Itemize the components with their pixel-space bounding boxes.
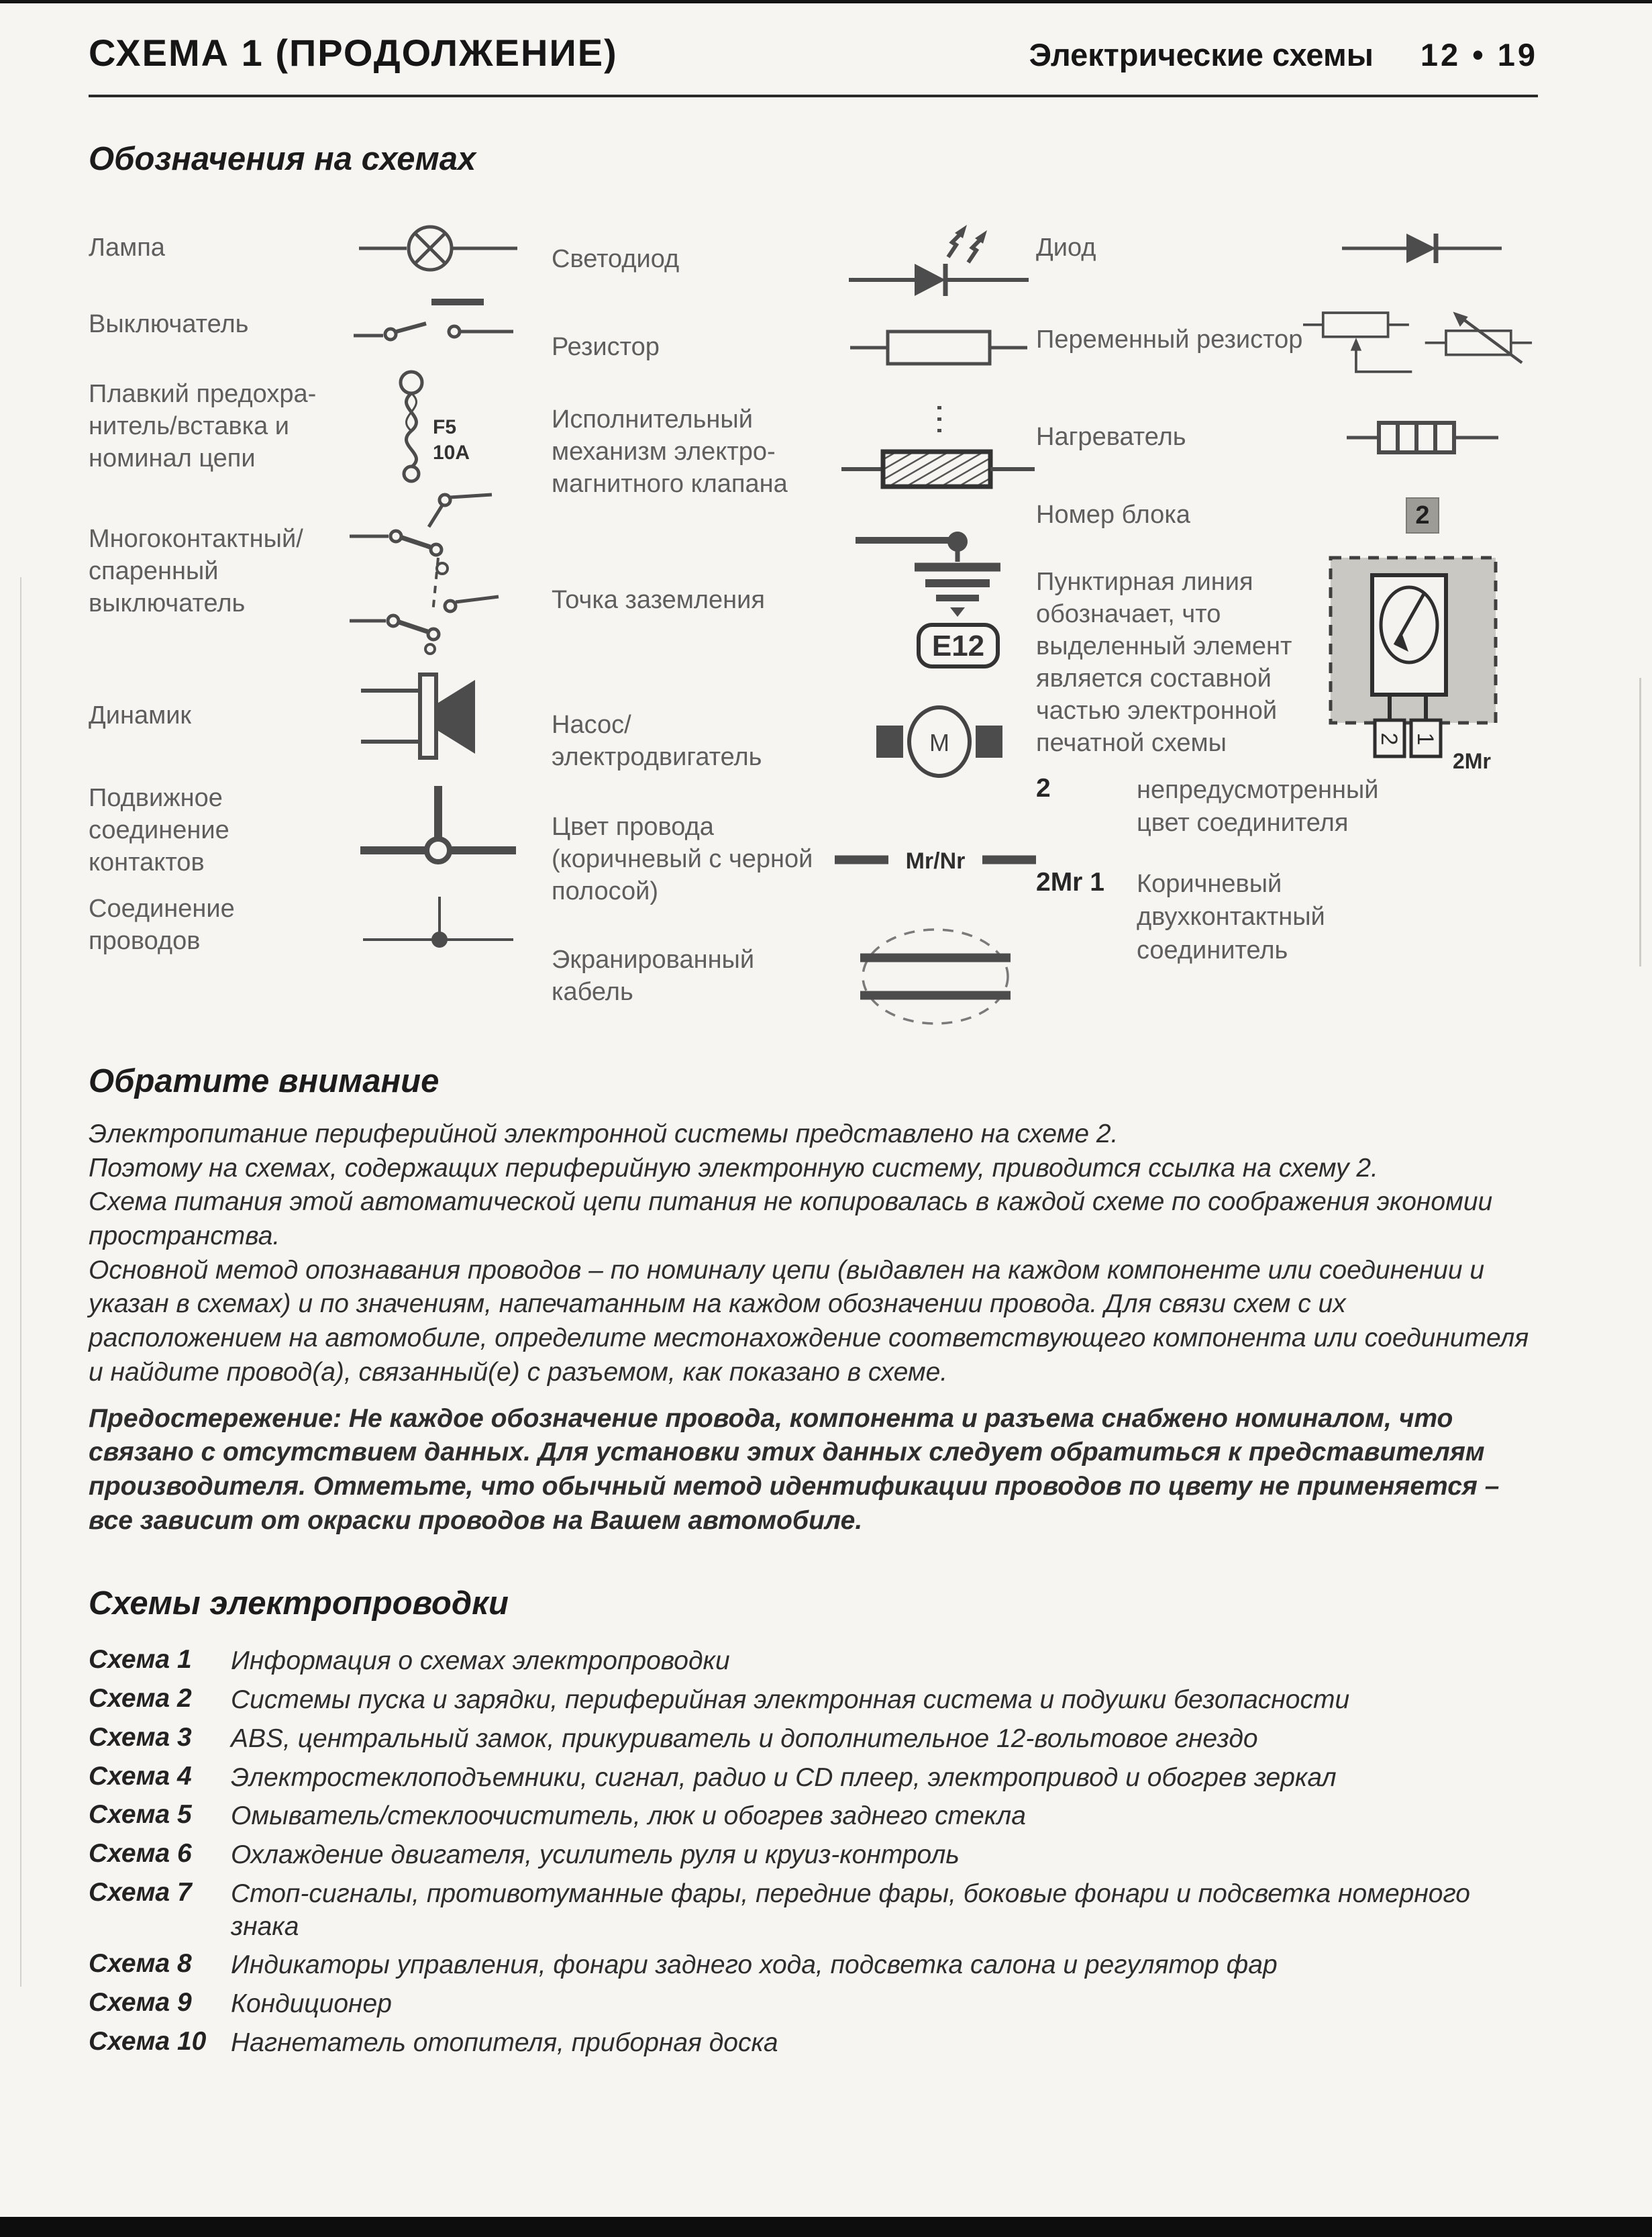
fuse-symbol-icon [325,366,552,487]
switch-symbol-icon [325,293,552,357]
motor-label: Насос/ электродвигатель [552,711,762,771]
wiring-item-number: Схема 9 [89,1988,192,2017]
multiswitch-symbol-icon [325,488,552,656]
wiring-item-desc: Омыватель/стеклоочиститель, люк и обогрев заднего стекла [231,1801,1026,1831]
note-caution: Предостережение: Не каждое обозначение провода, компонента и разъема снабжено номиналом, что связано с отсутствием данных. Для установки этих данных следует обратиться к представителям производителя. Отметьте, что обычный метод идентификации проводов по цвету не применяется – все зависит от окраски проводов на Вашем автомобиле. [89,1403,1500,1535]
legend-row-solenoid [552,389,1036,516]
wiring-item-number: Схема 6 [89,1839,192,1868]
fuse-rating-label: 10A [433,442,470,464]
wire-join-label: Соединение проводов [89,895,235,955]
pcb-symbol-icon [1307,552,1538,774]
header-rule [89,95,1538,97]
legend-title: Обозначения на схемах [89,141,476,177]
legend-column-1 [89,213,552,1032]
wiring-item-number: Схема 7 [89,1877,192,1907]
wiring-item-number: Схема 8 [89,1949,192,1979]
shielded-cable-label: Экранированный кабель [552,946,755,1006]
legend-row-movable-contact [89,777,552,885]
legend-row-shielded [552,922,1036,1032]
wiring-title: Схемы электропроводки [89,1585,509,1622]
pcb-pin-right-label: 1 [1412,732,1438,746]
pcb-connector-label: 2Mr [1453,749,1491,773]
header-left-title: СХЕМА 1 (ПРОДОЛЖЕНИЕ) [89,32,618,74]
diode-label: Диод [1036,234,1096,262]
wire-join-symbol-icon [325,889,552,962]
variable-resistor-symbol-icon [1303,285,1538,396]
legend-row-motor [552,685,1036,798]
fuse-label: Плавкий предохра-нитель/вставка и номинал цепи [89,380,317,473]
symbol-legend [89,213,1538,1032]
header-section-title: Электрические схемы [1029,37,1374,72]
lamp-label: Лампа [89,234,165,262]
ground-symbol-icon [843,517,1036,684]
speaker-symbol-icon [325,656,552,777]
legend-column-3 [1036,213,1538,1032]
wiring-item-number: Схема 10 [89,2026,207,2056]
solenoid-symbol-icon [841,402,1036,503]
fuse-name-label: F5 [433,416,457,438]
wiring-list-item [89,1723,1538,1756]
legend-row-speaker [89,656,552,777]
lamp-symbol-icon [325,220,552,277]
legend-row-pcb [1036,552,1538,774]
legend-row-multiswitch [89,488,552,656]
wiring-list-item [89,1684,1538,1717]
wiring-list-item [89,1762,1538,1795]
note-title: Обратите внимание [89,1063,440,1099]
connector-color-term: 2 [1036,774,1051,803]
speaker-label: Динамик [89,701,192,730]
note-paragraphs [89,1117,1538,1538]
wiring-item-number: Схема 2 [89,1684,192,1713]
wiring-item-number: Схема 1 [89,1645,192,1675]
legend-row-brown-connector [1036,868,1538,967]
brown-connector-def: Коричневый двухконтактный соединитель [1137,870,1325,964]
wiring-item-number: Схема 5 [89,1800,192,1830]
led-label: Светодиод [552,245,680,274]
solenoid-label: Исполнительный механизм электро-магнитного клапана [552,405,788,498]
wiring-item-desc: Стоп-сигналы, противотуманные фары, передние фары, боковые фонари и подсветка номерного знака [231,1879,1470,1941]
legend-row-block-number [1036,479,1538,552]
brown-connector-term: 2Mr 1 [1036,868,1104,897]
legend-row-led [552,213,1036,307]
legend-row-wire-join [89,885,552,966]
scan-edge-top [0,0,1652,3]
motor-letter-label: M [929,729,949,756]
legend-row-wire-color [552,798,1036,922]
ground-point-id-label: E12 [931,630,985,662]
diode-symbol-icon [1307,220,1538,277]
movable-contact-label: Подвижное соединение контактов [89,784,229,877]
ground-label: Точка заземления [552,586,765,615]
connector-color-def: непредусмотренный цвет соединителя [1137,776,1379,838]
legend-row-varres [1036,284,1538,397]
legend-row-heater [1036,397,1538,479]
scan-artifact-right [1639,678,1641,966]
page-header [89,31,1538,74]
wiring-item-desc: Системы пуска и зарядки, периферийная электронная система и подушки безопасности [231,1685,1350,1714]
legend-row-resistor [552,307,1036,389]
scan-edge-bottom [0,2217,1652,2237]
wire-color-label: Цвет провода (коричневый с черной полосой) [552,813,813,905]
legend-row-ground [552,516,1036,685]
wiring-list-item [89,1988,1538,2021]
legend-row-connector-color [1036,774,1538,868]
legend-column-2 [552,213,1036,1032]
block-number-badge: 2 [1406,497,1439,534]
note-paragraph: Поэтому на схемах, содержащих периферийную электронную систему, приводится ссылка на схему 2. [89,1153,1378,1183]
pcb-pin-left-label: 2 [1376,732,1402,746]
wiring-list-item [89,1949,1538,1982]
wiring-list-item [89,1839,1538,1872]
variable-resistor-label: Переменный резистор [1036,326,1303,354]
heater-label: Нагреватель [1036,423,1186,452]
resistor-label: Резистор [552,333,660,362]
wire-color-symbol-icon [835,838,1036,881]
note-paragraph: Схема питания этой автоматической цепи питания не копировалась в каждой схеме по соображения экономии пространства. [89,1187,1493,1251]
movable-contact-symbol-icon [325,781,552,881]
wiring-list-item [89,2027,1538,2060]
note-paragraph: Электропитание периферийной электронной системы представлено на схеме 2. [89,1120,1119,1148]
legend-row-lamp [89,213,552,284]
switch-label: Выключатель [89,310,249,339]
wiring-list [89,1645,1538,2059]
legend-row-switch [89,284,552,366]
heater-symbol-icon [1307,409,1538,466]
resistor-symbol-icon [843,317,1036,379]
wiring-item-desc: Нагнетатель отопителя, приборная доска [231,2028,778,2057]
wiring-item-number: Схема 3 [89,1722,192,1752]
scan-artifact-left [20,577,21,1987]
legend-row-fuse [89,366,552,488]
pcb-dashed-line-label: Пунктирная линия обозначает, что выделенный элемент является составной частью электронной печатной схемы [1036,568,1292,757]
wiring-list-item [89,1800,1538,1833]
page-number: 12 • 19 [1420,37,1538,72]
multiswitch-label: Многоконтактный/ спаренный выключатель [89,525,303,617]
wiring-item-desc: Кондиционер [231,1989,392,2018]
wiring-item-desc: Охлаждение двигателя, усилитель руля и круиз-контроль [231,1840,960,1869]
motor-symbol-icon [843,695,1036,789]
block-number-symbol [1307,497,1538,534]
wiring-item-desc: Информация о схемах электропроводки [231,1646,730,1676]
wiring-item-desc: ABS, центральный замок, прикуриватель и дополнительное 12-вольтовое гнездо [231,1724,1258,1753]
wire-color-code-label: Mr/Nr [905,848,966,874]
wiring-item-desc: Электростеклоподъемники, сигнал, радио и CD плеер, электропривод и обогрев зеркал [231,1762,1337,1792]
legend-row-diode [1036,213,1538,284]
wiring-item-desc: Индикаторы управления, фонари заднего хода, подсветка салона и регулятор фар [231,1950,1278,1980]
wiring-item-number: Схема 4 [89,1761,192,1791]
shielded-cable-symbol-icon [835,922,1036,1032]
wiring-list-item [89,1645,1538,1678]
wiring-list-item [89,1878,1538,1944]
note-paragraph: Основной метод опознавания проводов – по номиналу цепи (выдавлен на каждом компоненте или соединении и указан в схемах) и по значениям, напечатанным на каждом обозначении провода. Для связи схем с их расположением на автомобиле, определите местонахождение соответствующего компонента или соединителя и найдите провод(а), связанный(е) с разъемом, как показано в схеме. [89,1255,1529,1387]
block-number-label: Номер блока [1036,501,1190,530]
led-symbol-icon [843,213,1036,307]
